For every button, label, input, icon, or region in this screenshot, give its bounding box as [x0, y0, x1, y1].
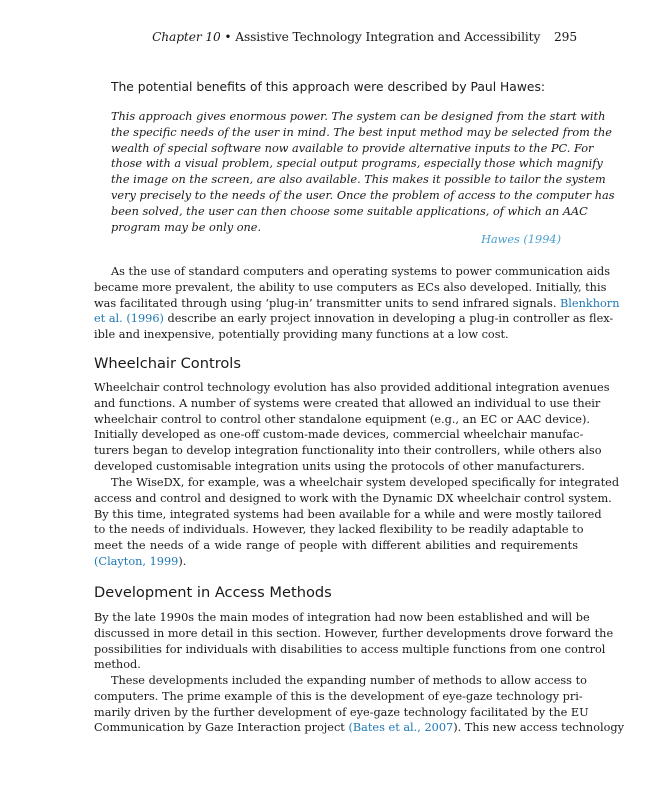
text-line: method.	[94, 658, 141, 672]
chapter-label: Chapter 10	[152, 30, 221, 44]
text-line: As the use of standard computers and operating systems to power communication aids	[111, 265, 610, 278]
text-line: possibilities for individuals with disabilities to access multiple functions from one control	[94, 642, 606, 656]
text-line: These developments included the expanding number of methods to allow access to	[111, 674, 587, 687]
heading-access-methods: Development in Access Methods	[94, 584, 332, 601]
text-line: to the needs of individuals. However, they lacked flexibility to be readily adaptable to	[94, 523, 584, 537]
citation-link-blenkhorn-year[interactable]: et al. (1996)	[94, 312, 164, 326]
quote-line: This approach gives enormous power. The system can be designed from the start with	[111, 110, 606, 123]
text-line: computers. The prime example of this is the development of eye-gaze technology pri-	[94, 689, 583, 703]
text-line: Communication by Gaze Interaction project (Bates et al., 2007). This new access technology	[94, 721, 625, 735]
paragraph-access-1	[94, 610, 614, 673]
text-line: (Clayton, 1999).	[94, 554, 187, 568]
text-line: By this time, integrated systems had been available for a while and were mostly tailored	[94, 507, 602, 521]
quote-line: wealth of special software now available to provide alternative inputs to the PC. For	[111, 141, 594, 155]
text-line: access and control and designed to work with the Dynamic DX wheelchair control system.	[94, 491, 612, 505]
quote-line: the specific needs of the user in mind. The best input method may be selected from the	[111, 125, 612, 139]
text-line: Wheelchair control technology evolution has also provided additional integration avenues	[94, 381, 610, 394]
text-line: turers began to develop integration functionality into their controllers, while others also	[94, 444, 602, 458]
text-line: developed customisable integration units using the protocols of other manufacturers.	[94, 459, 585, 473]
quote-line: those with a visual problem, special output programs, especially those which magnify	[111, 157, 603, 171]
text-line: and functions. A number of systems were created that allowed an individual to use their	[94, 396, 601, 410]
paragraph-access-2	[94, 673, 625, 736]
paragraph-ec-history	[94, 264, 620, 343]
citation-link-bates[interactable]: Bates et al., 2007	[352, 721, 454, 735]
quote-citation[interactable]: Hawes (1994)	[481, 233, 561, 246]
block-quote	[111, 109, 615, 235]
quote-line: been solved, the user can then choose some suitable applications, of which an AAC	[111, 204, 588, 218]
heading-wheelchair-controls: Wheelchair Controls	[94, 355, 241, 372]
text-line: et al. (1996) describe an early project innovation in developing a plug-in controller as flex-	[94, 312, 614, 326]
text-line: By the late 1990s the main modes of integration had now been established and will be	[94, 611, 590, 624]
quote-intro: The potential benefits of this approach were described by Paul Hawes:	[111, 80, 546, 94]
text-line: meet the needs of a wide range of people with different abilities and requirements	[94, 539, 578, 553]
text-line: Initially developed as one-off custom-made devices, commercial wheelchair manufac-	[94, 428, 584, 442]
paragraph-wheelchair-2	[94, 475, 620, 570]
running-head	[152, 30, 577, 44]
text-line: wheelchair control to control other standalone equipment (e.g., an EC or AAC device).	[94, 412, 590, 426]
citation-link-blenkhorn[interactable]: Blenkhorn	[560, 296, 620, 310]
chapter-title: Assistive Technology Integration and Accessibility	[235, 30, 541, 44]
text-line: was facilitated through using ‘plug-in’ transmitter units to send infrared signals. Blenkhorn	[94, 296, 620, 310]
page-number: 295	[554, 30, 577, 44]
text-line: The WiseDX, for example, was a wheelchair system developed specifically for integrated	[111, 476, 620, 489]
quote-line: the image on the screen, are also available. This makes it possible to tailor the system	[111, 173, 606, 187]
text-line: marily driven by the further development of eye-gaze technology facilitated by the EU	[94, 705, 589, 719]
paragraph-wheelchair-1	[94, 380, 610, 475]
header-bullet: •	[224, 30, 232, 44]
text-line: ible and inexpensive, potentially providing many functions at a low cost.	[94, 328, 509, 342]
text-line: became more prevalent, the ability to use computers as ECs also developed. Initially, this	[94, 280, 607, 294]
quote-line: very precisely to the needs of the user. Once the problem of access to the computer has	[111, 188, 615, 202]
quote-line: program may be only one.	[111, 220, 262, 234]
text-line: discussed in more detail in this section. However, further developments drove forward the	[94, 626, 614, 640]
citation-link-clayton[interactable]: Clayton, 1999	[98, 554, 179, 568]
